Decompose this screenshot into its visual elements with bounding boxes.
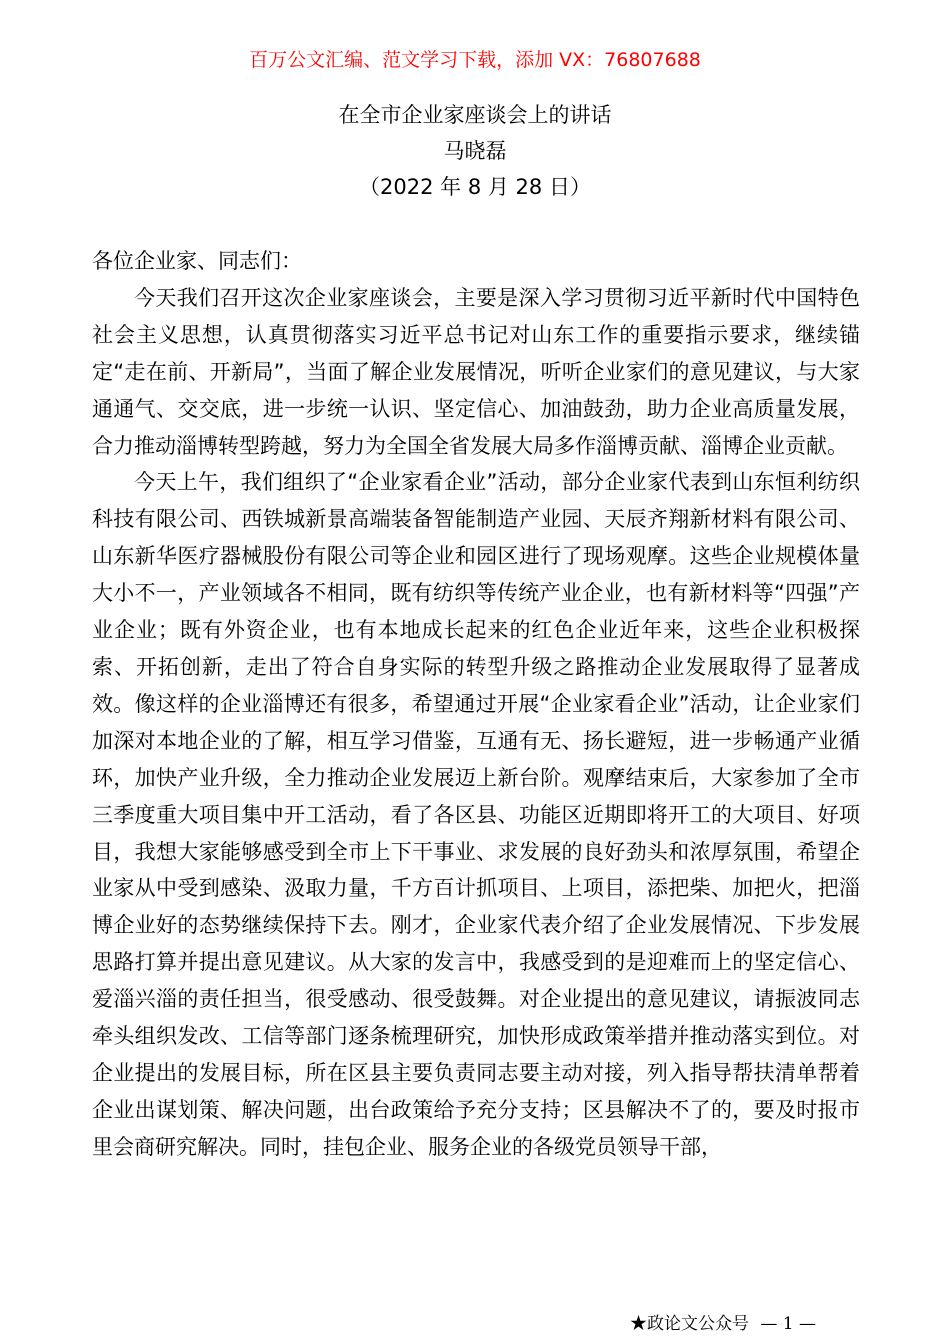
promo-banner <box>0 46 950 74</box>
speech-body <box>92 243 860 1166</box>
page-footer <box>630 1312 870 1336</box>
promo-banner-text: 百万公文汇编、范文学习下载，添加 VX：76807688 <box>249 49 701 71</box>
page-number: — 1 — <box>760 1314 817 1334</box>
paragraph-1: 今天我们召开这次企业家座谈会，主要是深入学习贯彻习近平新时代中国特色社会主义思想，认真贯彻落实习近平总书记对山东工作的重要指示要求，继续锚定“走在前、开新局”，当面了解企业发展情况，听听企业家们的意见建议，与大家通通气、交交底，进一步统一认识、坚定信心、加油鼓劲，助力企业高质量发展，合力推动淄博转型跨越，努力为全国全省发展大局多作淄博贡献、淄博企业贡献。 <box>92 285 860 458</box>
speech-date: （2022 年 8 月 28 日） <box>359 175 591 199</box>
footer-source: ★政论文公众号 <box>630 1314 749 1334</box>
paragraph-2: 今天上午，我们组织了“企业家看企业”活动，部分企业家代表到山东恒利纺织科技有限公司、西铁城新景高端装备智能制造产业园、天辰齐翔新材料有限公司、山东新华医疗器械股份有限公司等企业和园区进行了现场观摩。这些企业规模体量大小不一，产业领域各不相同，既有纺织等传统产业企业，也有新材料等“四强”产业企业；既有外资企业，也有本地成长起来的红色企业近年来，这些企业积极探索、开拓创新，走出了符合自身实际的转型升级之路推动企业发展取得了显著成效。像这样的企业淄博还有很多，希望通过开展“企业家看企业”活动，让企业家们加深对本地企业的了解，相互学习借鉴，互通有无、扬长避短，进一步畅通产业循环，加快产业升级，全力推动企业发展迈上新台阶。观摩结束后，大家参加了全市三季度重大项目集中开工活动，看了各区县、功能区近期即将开工的大项目、好项目，我想大家能够感受到全市上下干事业、求发展的良好劲头和浓厚氛围，希望企业家从中受到感染、汲取力量，千方百计抓项目、上项目，添把柴、加把火，把淄博企业好的态势继续保持下去。刚才，企业家代表介绍了企业发展情况、下步发展思路打算并提出意见建议。从大家的发言中，我感受到的是迎难而上的坚定信心、爱淄兴淄的责任担当，很受感动、很受鼓舞。对企业提出的意见建议，请振波同志牵头组织发改、工信等部门逐条梳理研究，加快形成政策举措并推动落实到位。对企业提出的发展目标，所在区县主要负责同志要主动对接，列入指导帮扶清单帮着企业出谋划策、解决问题，出台政策给予充分支持；区县解决不了的，要及时报市里会商研究解决。同时，挂包企业、服务企业的各级党员领导干部， <box>92 470 860 1159</box>
speech-author: 马晓磊 <box>443 139 507 163</box>
salutation: 各位企业家、同志们： <box>92 249 302 273</box>
speech-title: 在全市企业家座谈会上的讲话 <box>338 103 612 127</box>
